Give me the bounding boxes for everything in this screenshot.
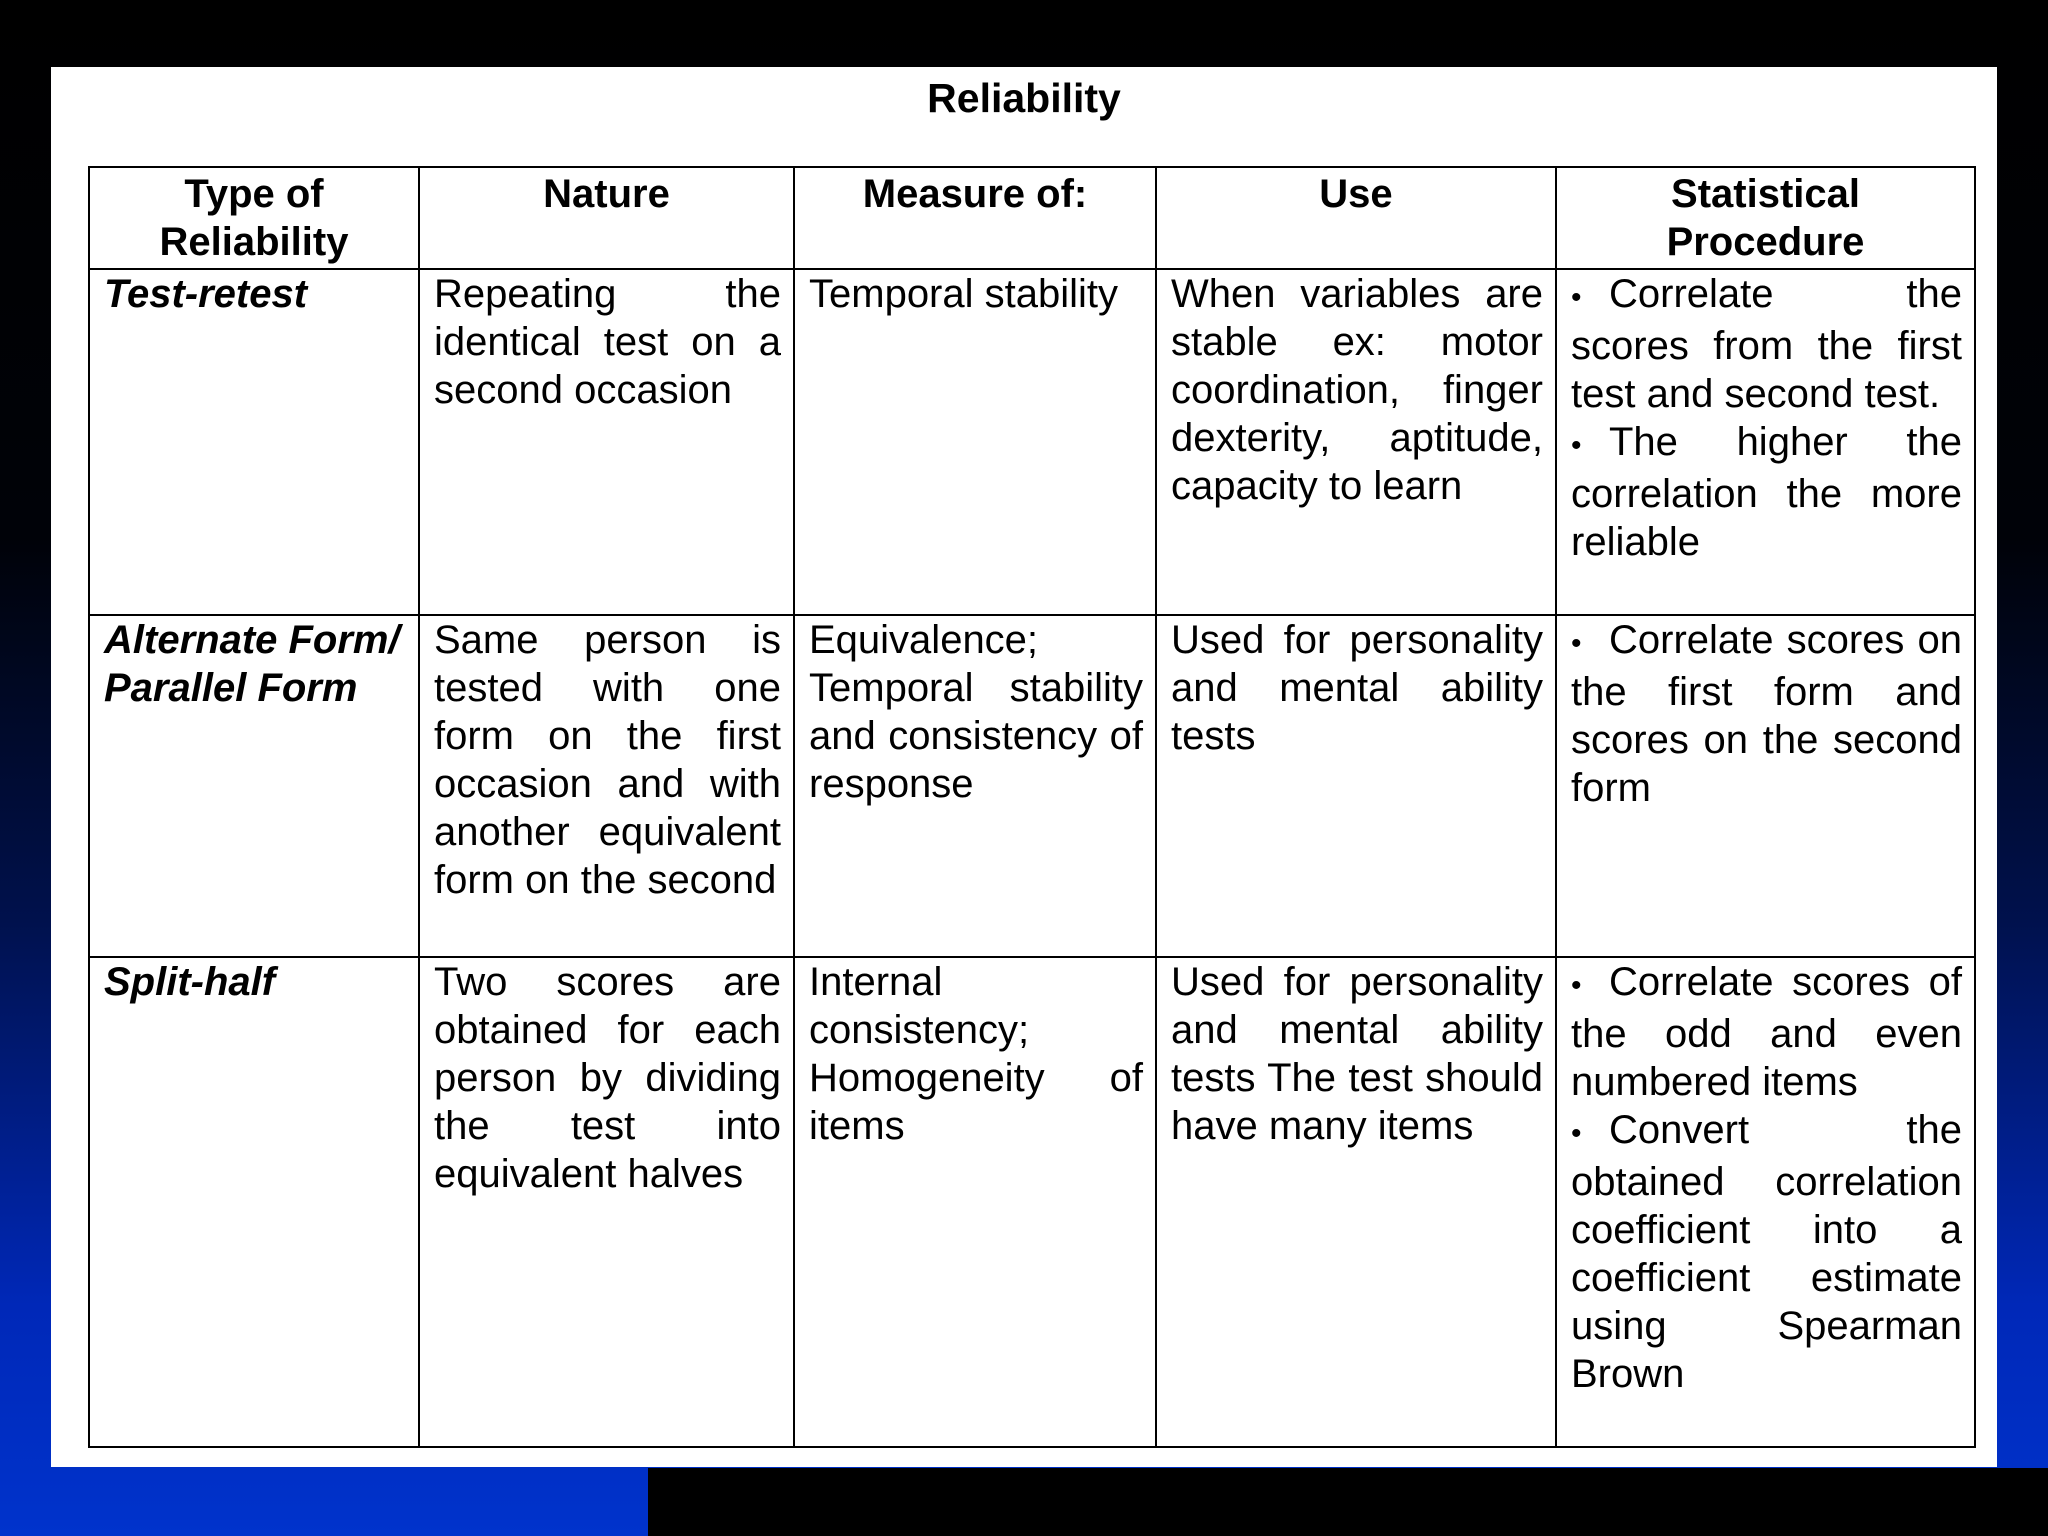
table-header-row	[89, 167, 1975, 269]
reliability-table	[88, 166, 1976, 1448]
row-measure-cell: Internal consistency; Homogeneity of items	[794, 957, 1156, 1447]
header-nature: Nature	[419, 167, 794, 269]
procedure-list	[1571, 958, 1962, 1398]
row-use-cell: Used for personality and mental ability tests The test should have many items	[1156, 957, 1556, 1447]
row-nature-cell: Repeating the identical test on a second occasion	[419, 269, 794, 615]
table-row	[89, 269, 1975, 615]
bullet-icon: •	[1571, 429, 1582, 462]
header-measure-of: Measure of:	[794, 167, 1156, 269]
procedure-item: • Correlate scores on the first form and scores on the second form	[1571, 618, 1962, 810]
procedure-list	[1571, 270, 1962, 566]
header-type-of-reliability: Type of Reliability	[89, 167, 419, 269]
row-nature-cell: Same person is tested with one form on the first occasion and with another equivalent form on the second	[419, 615, 794, 957]
bullet-icon: •	[1571, 281, 1582, 314]
slide-content	[51, 67, 1997, 1467]
bullet-icon: •	[1571, 1117, 1582, 1150]
row-type-cell: Test-retest	[89, 269, 419, 615]
row-use-cell: Used for personality and mental ability tests	[1156, 615, 1556, 957]
row-use-cell: When variables are stable ex: motor coordination, finger dexterity, aptitude, capacity to learn	[1156, 269, 1556, 615]
row-measure-cell: Temporal stability	[794, 269, 1156, 615]
row-nature-cell: Two scores are obtained for each person by dividing the test into equivalent halves	[419, 957, 794, 1447]
bullet-icon: •	[1571, 969, 1582, 1002]
procedure-item: • Correlate scores of the odd and even numbered items	[1571, 960, 1962, 1104]
row-procedure-cell	[1556, 615, 1975, 957]
slide-background-bar	[648, 1468, 2048, 1536]
bullet-icon: •	[1571, 627, 1582, 660]
row-procedure-cell	[1556, 957, 1975, 1447]
row-measure-cell: Equivalence; Temporal stability and consistency of response	[794, 615, 1156, 957]
table-row	[89, 957, 1975, 1447]
row-type-cell: Alternate Form/ Parallel Form	[89, 615, 419, 957]
procedure-list	[1571, 616, 1962, 812]
table-row	[89, 615, 1975, 957]
procedure-item: • Correlate the scores from the first test and second test.	[1571, 272, 1962, 416]
row-procedure-cell	[1556, 269, 1975, 615]
procedure-item: • The higher the correlation the more reliable	[1571, 420, 1962, 564]
header-statistical-procedure: Statistical Procedure	[1556, 167, 1975, 269]
header-use: Use	[1156, 167, 1556, 269]
procedure-item: • Convert the obtained correlation coefficient into a coefficient estimate using Spearman Brown	[1571, 1108, 1962, 1396]
row-type-cell: Split-half	[89, 957, 419, 1447]
slide-title: Reliability	[927, 75, 1121, 121]
